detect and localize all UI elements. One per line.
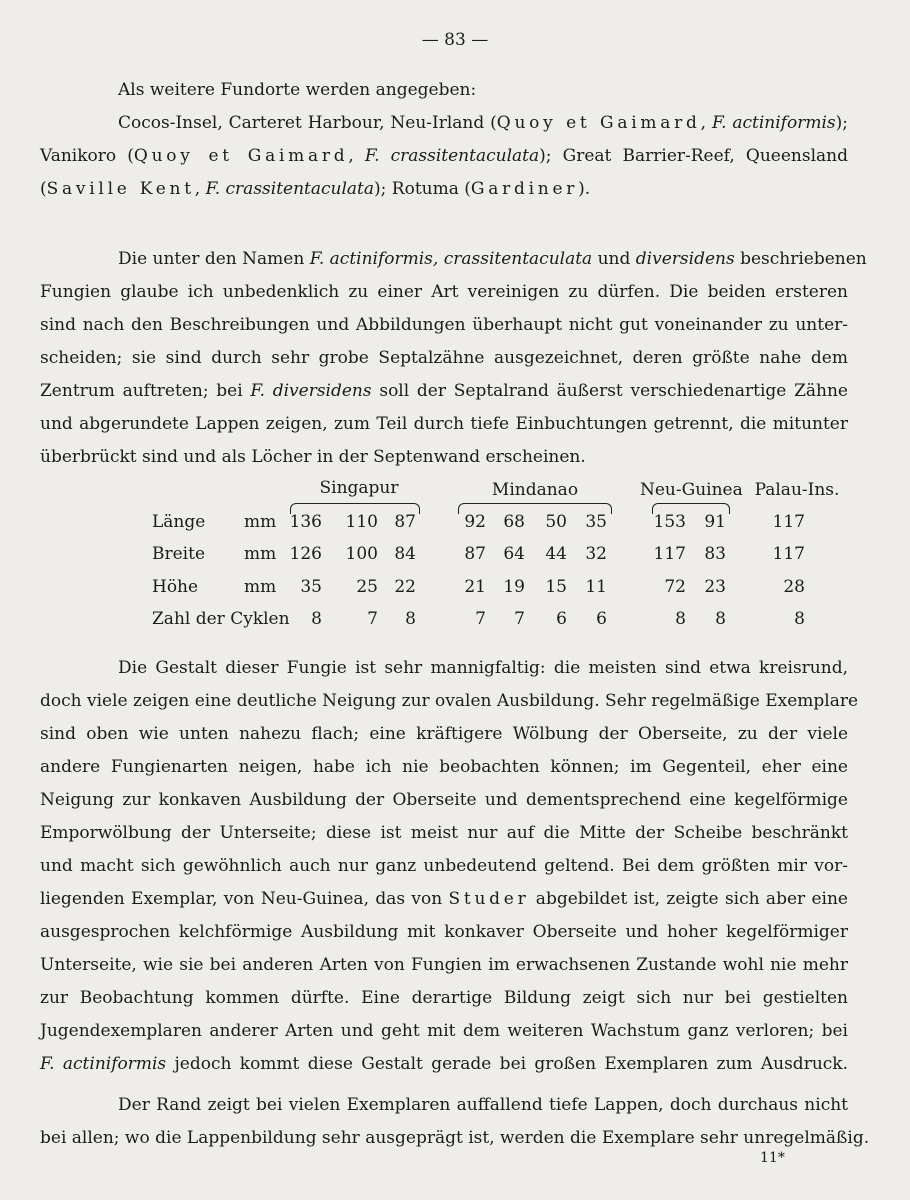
group-header-neu-guinea: Neu-Guinea bbox=[640, 480, 743, 500]
table-cell: 87 bbox=[464, 544, 486, 564]
text-line: sind oben wie unten nahezu flach; eine kräftigere Wölbung der Oberseite, zu der viele bbox=[40, 724, 848, 744]
text-line: und macht sich gewöhnlich auch nur ganz unbedeutend geltend. Bei dem größten mir vor- bbox=[40, 856, 848, 876]
table-cell: 92 bbox=[464, 512, 486, 532]
table-cell: 87 bbox=[394, 512, 416, 532]
row-label: Höhe bbox=[152, 577, 199, 597]
table-cell: 64 bbox=[503, 544, 525, 564]
row-label: Länge bbox=[152, 512, 206, 532]
text-line: und abgerundete Lappen zeigen, zum Teil durch tiefe Einbuchtungen getrennt, die mitunter bbox=[40, 414, 848, 434]
paragraph-species bbox=[40, 243, 867, 474]
text-line: sind nach den Beschreibungen und Abbildungen überhaupt nicht gut voneinander zu unter- bbox=[40, 315, 848, 335]
row-unit: mm bbox=[244, 577, 277, 597]
text-line: F. actiniformis jedoch kommt diese Gestalt gerade bei großen Exemplaren zum Ausdruck. bbox=[40, 1054, 848, 1074]
table-cell: 117 bbox=[772, 544, 805, 564]
text-line: überbrückt sind und als Löcher in der Septenwand erscheinen. bbox=[40, 447, 586, 467]
text-line: Die unter den Namen F. actiniformis, crassitentaculata und diversidens beschriebenen bbox=[118, 249, 867, 269]
text-line: (Saville Kent, F. crassitentaculata); Rotuma (Gardiner). bbox=[40, 179, 591, 199]
row-label: Breite bbox=[152, 544, 206, 564]
text-line: Cocos-Insel, Carteret Harbour, Neu-Irland (Quoy et Gaimard, F. actiniformis); bbox=[118, 113, 848, 133]
page-number: — 83 — bbox=[421, 30, 489, 50]
table-cell: 35 bbox=[300, 577, 322, 597]
table-cell: 22 bbox=[394, 577, 416, 597]
text-line: Fungien glaube ich unbedenklich zu einer Art vereinigen zu dürfen. Die beiden ersteren bbox=[40, 282, 848, 302]
text-line: Als weitere Fundorte werden angegeben: bbox=[118, 80, 477, 100]
table-cell: 35 bbox=[585, 512, 607, 532]
table-cell: 23 bbox=[704, 577, 726, 597]
table-cell: 8 bbox=[675, 609, 686, 629]
table-cell: 110 bbox=[345, 512, 378, 532]
table-cell: 44 bbox=[545, 544, 567, 564]
table-cell: 50 bbox=[545, 512, 567, 532]
table-cell: 21 bbox=[464, 577, 486, 597]
table-cell: 28 bbox=[783, 577, 805, 597]
text-line: bei allen; wo die Lappenbildung sehr ausgeprägt ist, werden die Exemplare sehr unregelmäßig. bbox=[40, 1128, 870, 1148]
table-cell: 117 bbox=[772, 512, 805, 532]
text-line: ausgesprochen kelchförmige Ausbildung mit konkaver Oberseite und hoher kegelförmiger bbox=[40, 922, 848, 942]
group-header-palau: Palau-Ins. bbox=[754, 480, 840, 500]
table-cell: 15 bbox=[545, 577, 567, 597]
table-cell: 72 bbox=[664, 577, 686, 597]
table-cell: 84 bbox=[394, 544, 416, 564]
table-cell: 25 bbox=[356, 577, 378, 597]
row-label: Zahl der Cyklen bbox=[152, 609, 290, 629]
text-line: Der Rand zeigt bei vielen Exemplaren auffallend tiefe Lappen, doch durchaus nicht bbox=[118, 1095, 848, 1115]
table-cell: 19 bbox=[503, 577, 525, 597]
table-cell: 6 bbox=[596, 609, 607, 629]
row-unit: mm bbox=[244, 512, 277, 532]
table-cell: 32 bbox=[585, 544, 607, 564]
table-cell: 8 bbox=[794, 609, 805, 629]
text-line: doch viele zeigen eine deutliche Neigung zur ovalen Ausbildung. Sehr regelmäßige Exemplare bbox=[40, 691, 859, 711]
text-line: Emporwölbung der Unterseite; diese ist meist nur auf die Mitte der Scheibe beschränkt bbox=[40, 823, 848, 843]
table-cell: 117 bbox=[653, 544, 686, 564]
table-cell: 8 bbox=[405, 609, 416, 629]
table-cell: 136 bbox=[289, 512, 322, 532]
table-cell: 83 bbox=[704, 544, 726, 564]
signature-mark: 11* bbox=[760, 1150, 785, 1166]
text-line: Neigung zur konkaven Ausbildung der Oberseite und dementsprechend eine kegelförmige bbox=[40, 790, 848, 810]
row-unit: mm bbox=[244, 544, 277, 564]
table-cell: 7 bbox=[514, 609, 525, 629]
table-cell: 153 bbox=[653, 512, 686, 532]
text-line: Unterseite, wie sie bei anderen Arten von Fungien im erwachsenen Zustande wohl nie mehr bbox=[40, 955, 848, 975]
table-cell: 6 bbox=[556, 609, 567, 629]
paragraph-shape bbox=[40, 652, 859, 1081]
table-cell: 8 bbox=[311, 609, 322, 629]
group-header-singapur: Singapur bbox=[319, 478, 399, 498]
table-cell: 7 bbox=[475, 609, 486, 629]
text-line: Jugendexemplaren anderer Arten und geht mit dem weiteren Wachstum ganz verloren; bei bbox=[40, 1021, 848, 1041]
table-cell: 11 bbox=[585, 577, 607, 597]
paragraph-localities bbox=[40, 74, 848, 206]
text-line: Zentrum auftreten; bei F. diversidens soll der Septalrand äußerst verschiedenartige Zähne bbox=[40, 381, 848, 401]
text-line: scheiden; sie sind durch sehr grobe Septalzähne ausgezeichnet, deren größte nahe dem bbox=[40, 348, 848, 368]
text-line: Vanikoro (Quoy et Gaimard, F. crassitentaculata); Great Barrier-Reef, Queensland bbox=[40, 146, 848, 166]
text-line: zur Beobachtung kommen dürfte. Eine derartige Bildung zeigt sich nur bei gestielten bbox=[40, 988, 848, 1008]
table-cell: 126 bbox=[289, 544, 322, 564]
table-cell: 91 bbox=[704, 512, 726, 532]
text-line: andere Fungienarten neigen, habe ich nie beobachten können; im Gegenteil, eher eine bbox=[40, 757, 848, 777]
table-cell: 68 bbox=[503, 512, 525, 532]
group-header-mindanao: Mindanao bbox=[491, 480, 579, 500]
table-cell: 8 bbox=[715, 609, 726, 629]
table-cell: 7 bbox=[367, 609, 378, 629]
text-line: liegenden Exemplar, von Neu-Guinea, das von Studer abgebildet ist, zeigte sich aber eine bbox=[40, 889, 848, 909]
text-line: Die Gestalt dieser Fungie ist sehr mannigfaltig: die meisten sind etwa kreisrund, bbox=[118, 658, 848, 678]
table-cell: 100 bbox=[345, 544, 378, 564]
paragraph-margin bbox=[40, 1089, 870, 1155]
